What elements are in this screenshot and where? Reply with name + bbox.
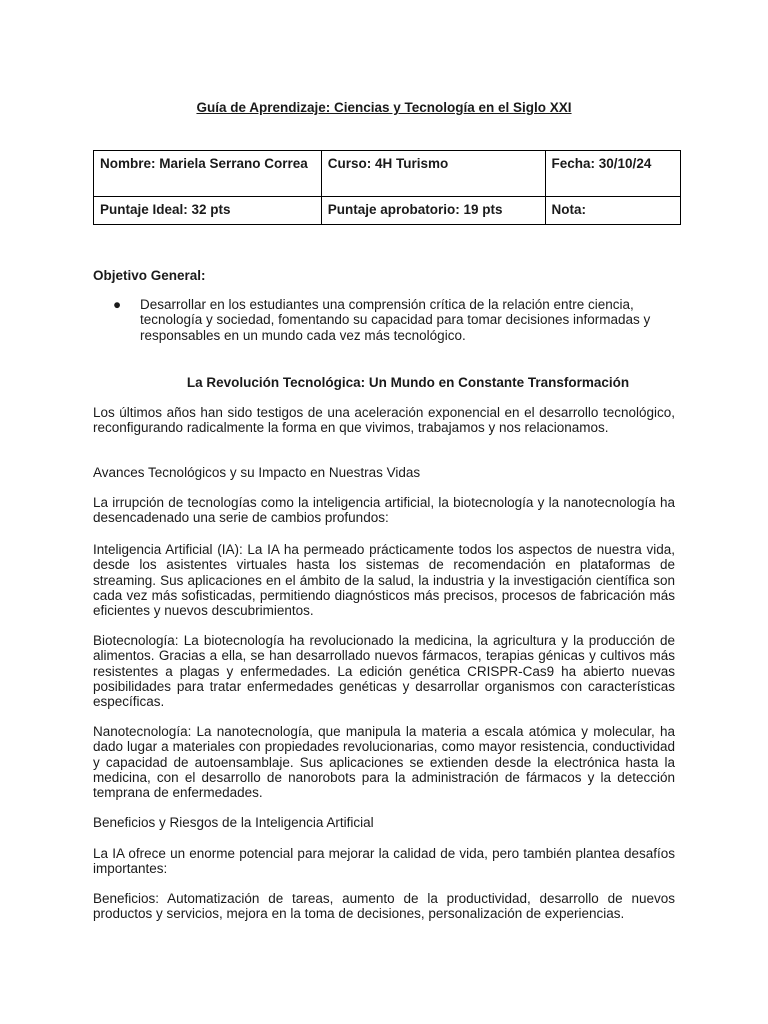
subhead-beneficios: Beneficios y Riesgos de la Inteligencia Artificial <box>93 815 374 830</box>
date-cell: Fecha: 30/10/24 <box>545 151 680 197</box>
ideal-score-cell: Puntaje Ideal: 32 pts <box>94 197 322 225</box>
subhead-avances: Avances Tecnológicos y su Impacto en Nuestras Vidas <box>93 465 421 480</box>
course-cell: Curso: 4H Turismo <box>321 151 545 197</box>
name-cell: Nombre: Mariela Serrano Correa <box>94 151 322 197</box>
nanotec-paragraph: Nanotecnología: La nanotecnología, que manipula la materia a escala atómica y molecular, ha dado lugar a materiales con propiedades revolucionarias, como mayor resistencia, conductividad y capacidad de autoensamblaje. Sus aplicaciones se extienden desde la electrónica hasta la medicina, con el desarrollo de nanorobots para la administración de fármacos y la detección temprana de enfermedades. <box>93 724 675 801</box>
table-row <box>94 151 681 197</box>
ia-potencial-paragraph: La IA ofrece un enorme potencial para mejorar la calidad de vida, pero también plantea desafíos importantes: <box>93 846 675 877</box>
student-info-table <box>93 150 681 225</box>
biotec-paragraph: Biotecnología: La biotecnología ha revolucionado la medicina, la agricultura y la producción de alimentos. Gracias a ella, se han desarrollado nuevos fármacos, terapias génicas y cultivos más resistentes a plagas y enfermedades. La edición genética CRISPR-Cas9 ha abierto nuevas posibilidades para tratar enfermedades genéticas y desarrollar organismos con características específicas. <box>93 633 675 710</box>
document-title: Guía de Aprendizaje: Ciencias y Tecnología en el Siglo XXI <box>196 100 572 115</box>
irrupcion-paragraph: La irrupción de tecnologías como la inteligencia artificial, la biotecnología y la nanotecnología ha desencadenado una serie de cambios profundos: <box>93 495 675 526</box>
objective-heading: Objetivo General: <box>93 268 206 283</box>
bullet-icon: ● <box>113 297 122 312</box>
section-title: La Revolución Tecnológica: Un Mundo en Constante Transformación <box>186 375 630 390</box>
beneficios-paragraph: Beneficios: Automatización de tareas, aumento de la productividad, desarrollo de nuevos productos y servicios, mejora en la toma de decisiones, personalización de experiencias. <box>93 891 675 922</box>
passing-score-cell: Puntaje aprobatorio: 19 pts <box>321 197 545 225</box>
table-row <box>94 197 681 225</box>
grade-cell: Nota: <box>545 197 680 225</box>
ia-paragraph: Inteligencia Artificial (IA): La IA ha permeado prácticamente todos los aspectos de nuestra vida, desde los asistentes virtuales hasta los sistemas de recomendación en plataformas de streaming. Sus aplicaciones en el ámbito de la salud, la industria y la investigación científica son cada vez más sofisticadas, permitiendo diagnósticos más precisos, procesos de fabricación más eficientes y nuevos descubrimientos. <box>93 542 675 619</box>
intro-paragraph: Los últimos años han sido testigos de una aceleración exponencial en el desarrollo tecnológico, reconfigurando radicalmente la forma en que vivimos, trabajamos y nos relacionamos. <box>93 405 675 436</box>
objective-text: Desarrollar en los estudiantes una comprensión crítica de la relación entre ciencia, tecnología y sociedad, fomentando su capacidad para tomar decisiones informadas y responsables en un mundo cada vez más tecnológico. <box>140 297 651 343</box>
objective-bullet <box>113 297 675 343</box>
